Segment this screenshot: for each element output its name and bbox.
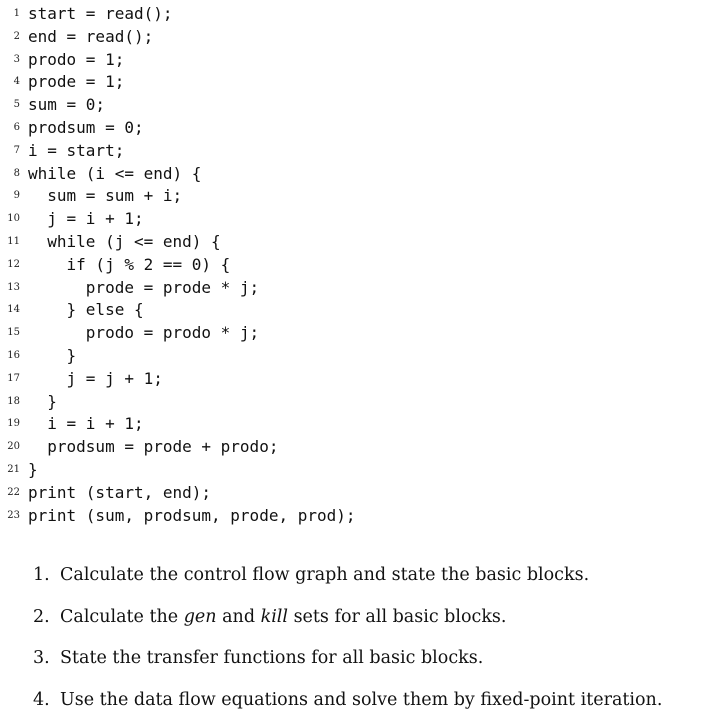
code-text: } else { — [28, 299, 144, 321]
kill-term: kill — [261, 607, 288, 627]
line-number: 20 — [0, 441, 20, 452]
code-line — [0, 322, 721, 345]
code-line — [0, 505, 721, 528]
code-line — [0, 299, 721, 322]
code-line — [0, 391, 721, 414]
code-text: end = read(); — [28, 26, 153, 48]
code-text: print (start, end); — [28, 482, 211, 504]
code-text: prodo = 1; — [28, 49, 124, 71]
gen-term: gen — [184, 607, 217, 627]
code-line — [0, 436, 721, 459]
code-line — [0, 254, 721, 277]
task-number: 1. — [33, 564, 50, 586]
code-text: sum = 0; — [28, 94, 105, 116]
code-text: if (j % 2 == 0) { — [28, 254, 230, 276]
code-text: prode = 1; — [28, 71, 124, 93]
code-line — [0, 140, 721, 163]
code-text: start = read(); — [28, 3, 173, 25]
code-text: prode = prode * j; — [28, 277, 259, 299]
code-line — [0, 413, 721, 436]
code-line — [0, 208, 721, 231]
code-text: j = i + 1; — [28, 208, 144, 230]
line-number: 23 — [0, 510, 20, 521]
code-text: prodo = prodo * j; — [28, 322, 259, 344]
task-item — [0, 558, 721, 600]
line-number: 9 — [0, 190, 20, 201]
code-text: i = i + 1; — [28, 413, 144, 435]
code-text: prodsum = 0; — [28, 117, 144, 139]
line-number: 8 — [0, 168, 20, 179]
code-text: prodsum = prode + prodo; — [28, 436, 278, 458]
code-text: while (j <= end) { — [28, 231, 221, 253]
line-number: 12 — [0, 259, 20, 270]
code-line — [0, 459, 721, 482]
code-line — [0, 26, 721, 49]
code-text: } — [28, 459, 38, 481]
line-number: 21 — [0, 464, 20, 475]
task-text: Calculate the control flow graph and state the basic blocks. — [60, 564, 589, 586]
task-item — [0, 641, 721, 683]
line-number: 18 — [0, 396, 20, 407]
code-line — [0, 163, 721, 186]
code-text: j = j + 1; — [28, 368, 163, 390]
code-line — [0, 3, 721, 26]
code-text: i = start; — [28, 140, 124, 162]
code-text: while (i <= end) { — [28, 163, 201, 185]
line-number: 22 — [0, 487, 20, 498]
line-number: 14 — [0, 304, 20, 315]
line-number: 11 — [0, 236, 20, 247]
line-number: 5 — [0, 99, 20, 110]
task-number: 3. — [33, 647, 50, 669]
line-number: 17 — [0, 373, 20, 384]
code-line — [0, 71, 721, 94]
code-line — [0, 345, 721, 368]
line-number: 19 — [0, 418, 20, 429]
code-line — [0, 94, 721, 117]
task-text-part: Calculate the — [60, 607, 184, 627]
task-text — [60, 606, 506, 628]
line-number: 3 — [0, 54, 20, 65]
code-line — [0, 277, 721, 300]
task-item — [0, 600, 721, 642]
task-item — [0, 683, 721, 724]
code-line — [0, 482, 721, 505]
task-list — [0, 558, 721, 724]
code-line — [0, 49, 721, 72]
code-line — [0, 368, 721, 391]
task-text: State the transfer functions for all basic blocks. — [60, 647, 483, 669]
code-text: print (sum, prodsum, prode, prod); — [28, 505, 356, 527]
code-listing — [0, 3, 721, 527]
code-line — [0, 185, 721, 208]
task-number: 2. — [33, 606, 50, 628]
line-number: 10 — [0, 213, 20, 224]
line-number: 2 — [0, 31, 20, 42]
line-number: 4 — [0, 76, 20, 87]
line-number: 1 — [0, 8, 20, 19]
task-text-part: and — [217, 607, 261, 627]
task-text-part: sets for all basic blocks. — [288, 607, 506, 627]
line-number: 16 — [0, 350, 20, 361]
task-text: Use the data flow equations and solve them by fixed-point iteration. — [60, 689, 662, 711]
line-number: 13 — [0, 282, 20, 293]
task-number: 4. — [33, 689, 50, 711]
code-text: } — [28, 345, 76, 367]
line-number: 15 — [0, 327, 20, 338]
code-text: } — [28, 391, 57, 413]
code-line — [0, 231, 721, 254]
line-number: 6 — [0, 122, 20, 133]
code-text: sum = sum + i; — [28, 185, 182, 207]
code-line — [0, 117, 721, 140]
line-number: 7 — [0, 145, 20, 156]
